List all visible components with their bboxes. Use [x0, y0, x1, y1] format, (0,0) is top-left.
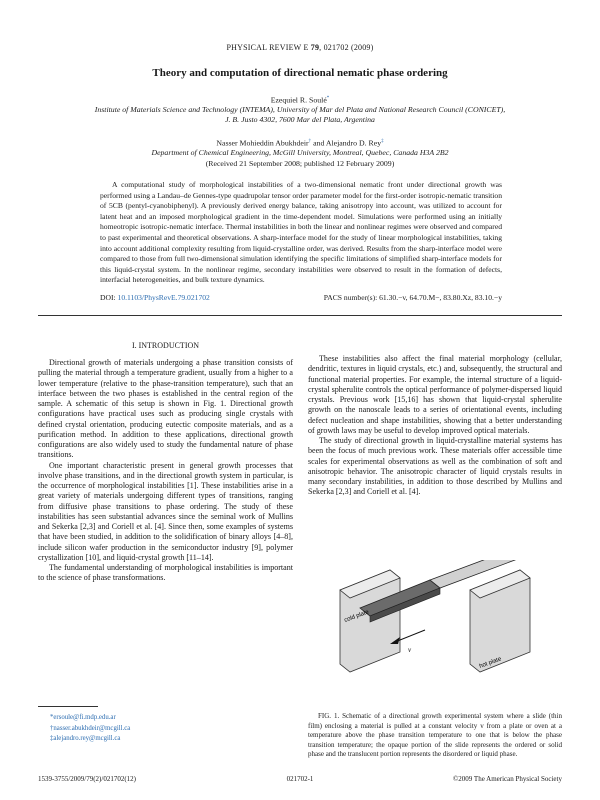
- affiliation-1-line-1: Institute of Materials Science and Technology (INTEMA), University of Mar del Plata and National Research Council (CONICET),: [94, 105, 506, 114]
- right-column: [308, 354, 562, 498]
- abstract: [100, 180, 502, 286]
- affiliation-1: [40, 105, 560, 126]
- caption-text: FIG. 1. Schematic of a directional growth experimental system where a slide (thin film) enclosing a material is pulled at a constant velocity v from a plate or oven at a temperature above the phase transition temperature to one that is below the phase transition temperature; the opaque portion of the slide represents the ordered or solid phase and the translucent portion represents the disordered or liquid phase.: [308, 712, 562, 759]
- right-paragraph-2: The study of directional growth in liquid-crystalline material systems has been the focus of much previous work. These materials offer accessible time scales for experimental observations as well as the combination of soft and anisotropic behavior. The anisotropic character of liquid crystals results in many secondary instabilities, in addition to those described by Mullins and Sekerka [2,3] and Coriell et al. [4].: [308, 436, 562, 497]
- pacs-numbers: PACS number(s): 61.30.−v, 64.70.M−, 83.80.Xz, 83.10.−y: [323, 293, 502, 302]
- author-rey: Alejandro D. Rey: [325, 138, 382, 148]
- footnote-soule-email[interactable]: *ersoule@fi.mdp.edu.ar: [50, 714, 116, 721]
- section-heading: I. INTRODUCTION: [131, 341, 200, 350]
- doi-link[interactable]: 10.1103/PhysRevE.79.021702: [117, 293, 210, 302]
- left-paragraph-3: The fundamental understanding of morphological instabilities is important to the science of phase transformations.: [38, 563, 293, 583]
- doi-label: DOI:: [100, 293, 118, 302]
- header-divider: [38, 315, 562, 316]
- received-date: (Received 21 September 2008; published 12 February 2009): [205, 159, 395, 168]
- affiliation-2: [40, 148, 560, 158]
- paper-title: Theory and computation of directional nematic phase ordering: [152, 67, 448, 79]
- footnote-rule: [38, 706, 98, 707]
- affiliation-1-line-2: J. B. Justo 4302, 7600 Mar del Plata, Argentina: [225, 115, 375, 125]
- hot-plate-label: hot plate: [478, 656, 503, 670]
- journal-name: PHYSICAL REVIEW E: [226, 43, 309, 52]
- cold-plate-label: cold plate: [343, 609, 370, 624]
- author-abukhdeir-mark[interactable]: †: [308, 139, 312, 144]
- author-soule: Ezequiel R. Soulé: [270, 95, 327, 105]
- footnote-rey-email[interactable]: ‡alejandro.rey@mcgill.ca: [50, 735, 121, 743]
- abstract-text: A computational study of morphological instabilities of a two-dimensional nematic front under directional growth was performed using a Landau–de Gennes-type quadrupolar tensor order parameter model for the first-order isotropic-nematic transition of 5CB (pentyl-cyanobiphenyl). A previously derived energy balance, taking anisotropy into account, was utilized to account for latent heat and an imposed morphological gradient in the time-dependent model. Simulations were performed using an initially homeotropic isotropic-nematic interface. Thermal instabilities in both the linear and nonlinear regimes were observed and compared to past experimental and theoretical observations. A sharp-interface model for the study of linear morphological instabilities, taking into account additional complexity resulting from liquid-crystalline order, was derived. Results from the sharp-interface model were compared to those from full two-dimensional simulation identifying the specific limitations of simplified sharp-interface models for this liquid-crystal system. In the nonlinear regime, secondary instabilities were observed to result in the formation of defects, interfacial heterogeneities, and bulk texture dynamics.: [100, 180, 502, 285]
- footer-page-number: 021702-1: [286, 775, 314, 783]
- left-column: [38, 358, 293, 584]
- velocity-label: v: [408, 646, 412, 654]
- footer-copyright: ©2009 The American Physical Society: [452, 775, 562, 783]
- journal-ref: , 021702 (2009): [319, 43, 374, 52]
- figure-1-caption: [308, 712, 562, 760]
- footer-issn: 1539-3755/2009/79(2)/021702(12): [38, 775, 136, 783]
- left-paragraph-2: One important characteristic present in general growth processes that involve phase transitions, and in the directional growth system in particular, is the occurrence of morphological instabilities [1]. These instabilities arise in a great variety of materials undergoing different types of transitions, ranging from diffusive phase transitions to phase ordering. The study of these instabilities has seen substantial advances since the seminal work of Mullins and Sekerka [2,3] and Coriell et al. [4]. Since then, some examples of systems that have been studied, in addition to the solidification of binary alloys [4–8], include silicon wafer production in the semiconductor industry [9], polymer crystallization [10], and liquid-crystal growth [11–14].: [38, 460, 293, 562]
- affiliation-2-text: Department of Chemical Engineering, McGill University, Montreal, Quebec, Canada H3A 2B2: [151, 148, 449, 157]
- left-paragraph-1: Directional growth of materials undergoing a phase transition consists of pulling the material through a temperature gradient, usually from a higher to a lower temperature (relative to the phase-transition temperature), such that an interface between the two phases is established in the central region of the sample. A schematic of this setup is shown in Fig. 1. Directional growth configurations have practical uses such as producing single crystals with defined crystal orientation, producing eutectic composite materials, and as a purification method. In addition to these applications, directional growth configurations are also widely used to study the fundamental nature of phase transitions.: [38, 358, 293, 460]
- author-abukhdeir: Nasser Mohieddin Abukhdeir: [216, 138, 309, 148]
- right-paragraph-1: These instabilities also affect the final material morphology (cellular, dendritic, textures in liquid crystals, etc.) and, subsequently, the structural and functional material properties. For example, the internal structure of a liquid-crystal spherulite controls the optical performance of polymer-dispersed liquid crystals. Previous work [15,16] has shown that liquid-crystal spherulite growth on the nanoscale leads to a series of orientational events, including defect nucleation and shape instabilities, showing that a better understanding of growth laws may be useful to develop improved optical materials.: [308, 354, 562, 435]
- footnotes: [38, 713, 293, 745]
- figure-1-schematic: [330, 560, 540, 700]
- author-and: and: [311, 138, 326, 148]
- author-rey-mark[interactable]: ‡: [381, 139, 384, 144]
- doi-field: [100, 293, 210, 302]
- footnote-abukhdeir-email[interactable]: †nasser.abukhdeir@mcgill.ca: [50, 724, 131, 732]
- author-soule-mark[interactable]: *: [326, 96, 330, 101]
- journal-header: [0, 43, 600, 52]
- journal-volume: 79: [310, 43, 320, 52]
